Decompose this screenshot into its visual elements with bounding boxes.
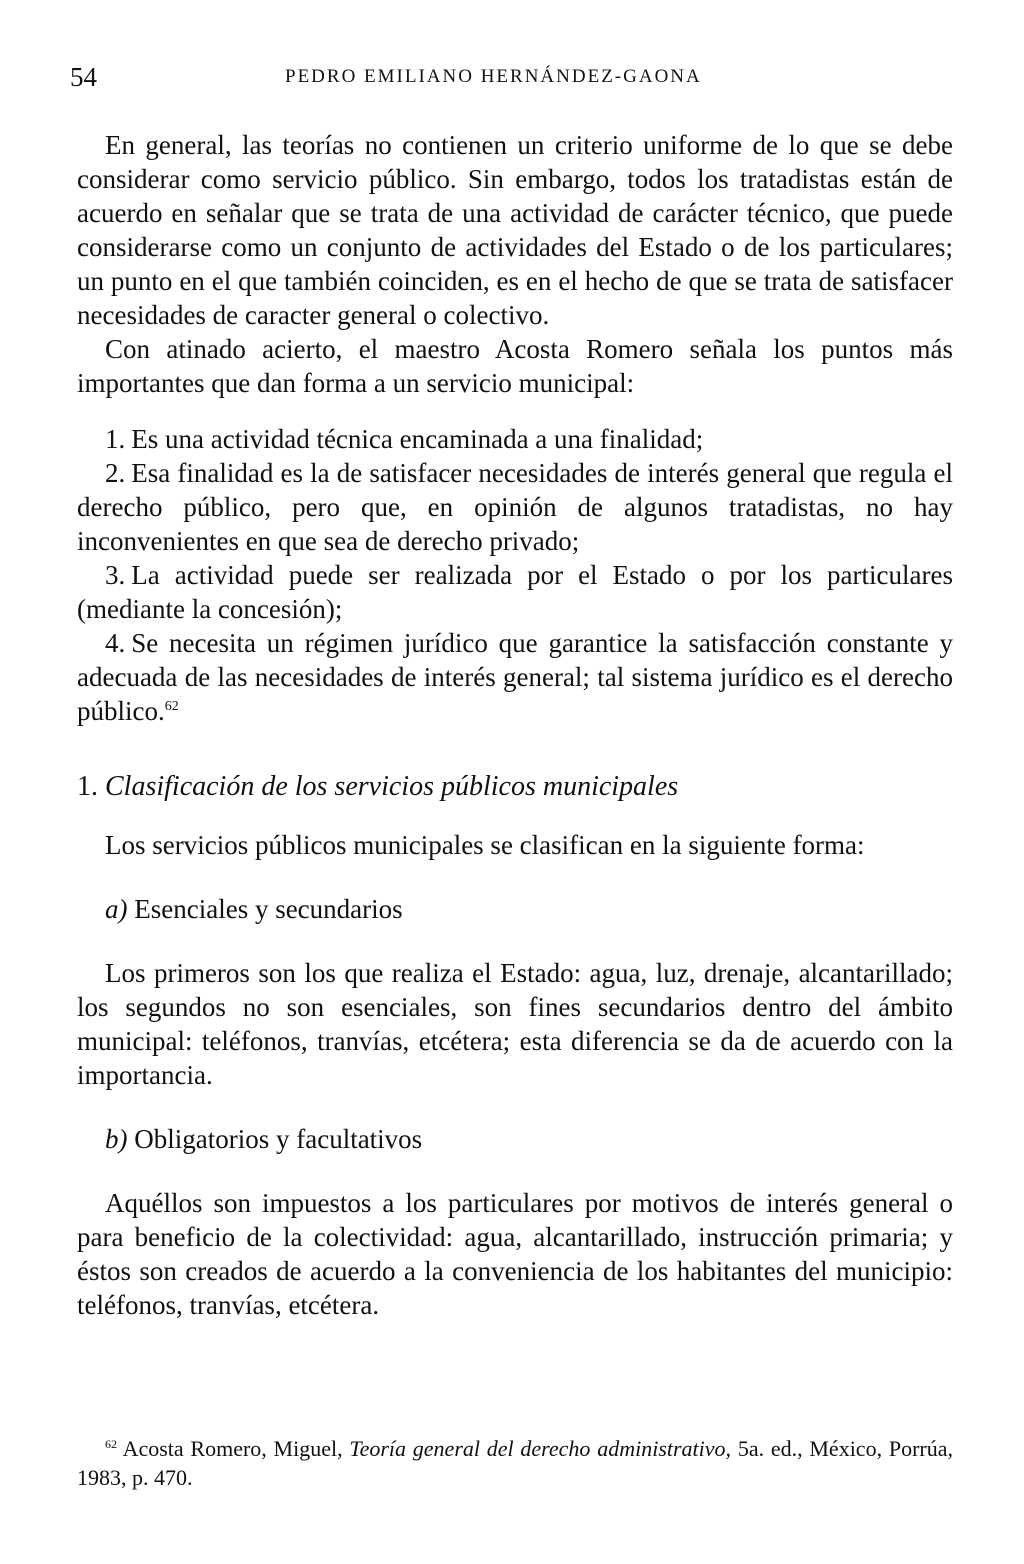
subsection-body: Los primeros son los que realiza el Estado: agua, luz, drenaje, alcantarillado; los segundos no son esenciales, son fines secundarios dentro del ámbito municipal: teléfonos, tranvías, etcétera; esta diferencia se da de acuerdo con la importancia.	[77, 958, 953, 1090]
list-item	[77, 626, 953, 728]
list-item-text: Se necesita un régimen jurídico que garantice la satisfacción constante y adecuada de las necesidades de interés general; tal sistema jurídico es el derecho público.	[77, 628, 953, 726]
section-heading	[77, 770, 953, 804]
list-item	[77, 558, 953, 626]
list-item-number: 4.	[105, 628, 126, 658]
page-body	[77, 128, 953, 1322]
paragraph-intro: En general, las teorías no contienen un criterio uniforme de lo que se debe considerar como servicio público. Sin embargo, todos los tratadistas están de acuerdo en señalar que se trata de una actividad de carácter técnico, que puede considerarse como un conjunto de actividades del Estado o de los particulares; un punto en el que también coinciden, es en el hecho de que se trata de satisfacer necesidades de caracter general o colectivo.	[77, 130, 953, 330]
section-title: Clasificación de los servicios públicos municipales	[105, 771, 679, 802]
footnote-title: Teoría general del derecho administrativo,	[349, 1436, 732, 1461]
footnote-marker: 62	[105, 1437, 117, 1451]
list-item	[77, 422, 953, 456]
subsection-title: Obligatorios y facultativos	[134, 1124, 423, 1154]
footnote-author: Acosta Romero, Miguel,	[122, 1436, 343, 1461]
subsection-heading	[77, 1122, 953, 1156]
running-head: PEDRO EMILIANO HERNÁNDEZ-GAONA	[285, 66, 702, 87]
paragraph-acosta: Con atinado acierto, el maestro Acosta Romero señala los puntos más importantes que dan forma a un servicio municipal:	[77, 334, 953, 398]
page-number: 54	[70, 62, 97, 92]
list-item-text: La actividad puede ser realizada por el Estado o por los particulares (mediante la concesión);	[77, 560, 953, 624]
subsection-body: Aquéllos son impuestos a los particulares por motivos de interés general o para beneficio de la colectividad: agua, alcantarillado, instrucción primaria; y éstos son creados de acuerdo a la conveniencia de los habitantes del municipio: teléfonos, tranvías, etcétera.	[77, 1188, 953, 1320]
footnote	[77, 1434, 953, 1492]
list-item-number: 1.	[105, 424, 126, 454]
section-number: 1.	[77, 771, 98, 802]
footnote-reference[interactable]: 62	[164, 699, 179, 714]
numbered-list	[77, 422, 953, 728]
subsection-letter: a)	[105, 894, 128, 924]
list-item	[77, 456, 953, 558]
page-header	[70, 62, 954, 102]
list-item-text: Esa finalidad es la de satisfacer necesidades de interés general que regula el derecho público, pero que, en opinión de algunos tratadistas, no hay inconvenientes en que sea de derecho privado;	[77, 458, 953, 556]
footnote-rest: 5a. ed., México, Porrúa, 1983, p. 470.	[77, 1436, 953, 1490]
subsection-title: Esenciales y secundarios	[134, 894, 403, 924]
list-item-number: 3.	[105, 560, 126, 590]
section-intro: Los servicios públicos municipales se clasifican en la siguiente forma:	[105, 830, 865, 860]
list-item-number: 2.	[105, 458, 126, 488]
list-item-text: Es una actividad técnica encaminada a una finalidad;	[131, 424, 704, 454]
subsection-heading	[77, 892, 953, 926]
subsection-letter: b)	[105, 1124, 128, 1154]
